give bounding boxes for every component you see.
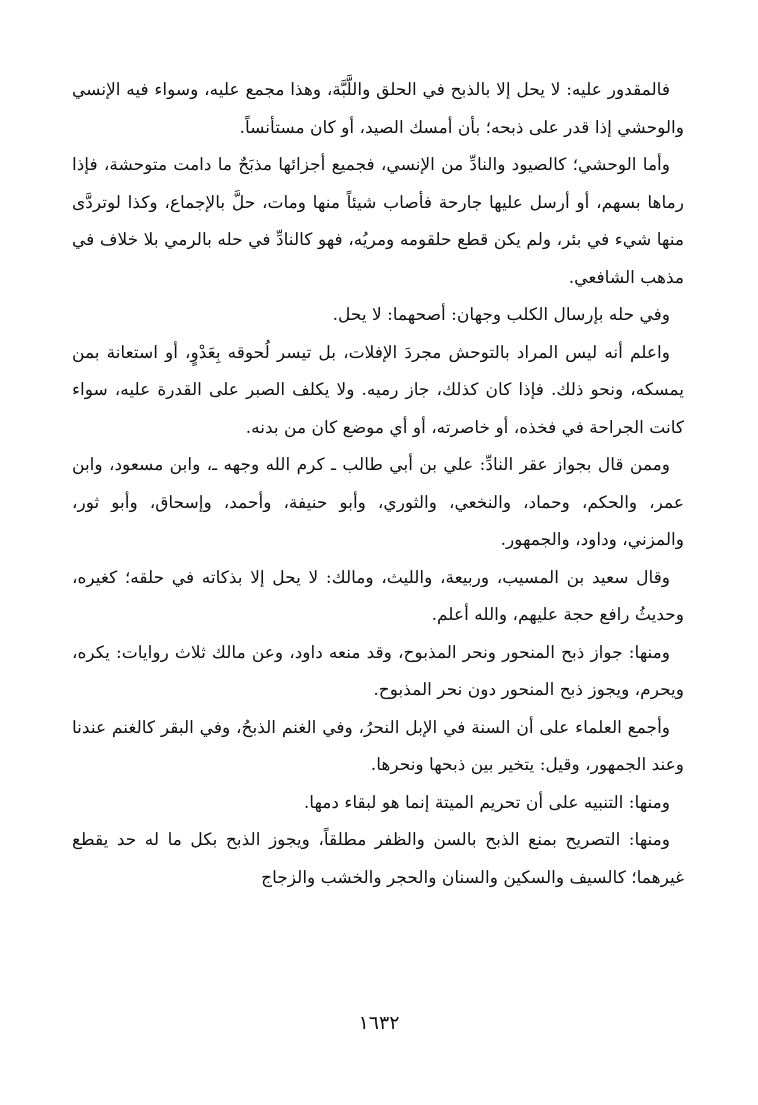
paragraph-5: وممن قال بجواز عقر النادِّ: علي بن أبي طالب ـ كرم الله وجهه ـ، وابن مسعود، وابن عمر، والحكم، وحماد، والنخعي، والثوري، وأبو حنيفة، وأحمد، وإسحاق، وأبو ثور، والمزني، وداود، والجمهور. (72, 455, 684, 550)
paragraph-7: ومنها: جواز ذبح المنحور ونحر المذبوح، وقد منعه داود، وعن مالك ثلاث روايات: يكره، ويحرم، ويجوز ذبح المنحور دون نحر المذبوح. (72, 642, 684, 700)
paragraph-10: ومنها: التصريح بمنع الذبح بالسن والظفر مطلقاً، ويجوز الذبح بكل ما له حد يقطع غيرهما؛ كالسيف والسكين والسنان والحجر والخشب والزجاج (72, 830, 684, 888)
paragraph-8: وأجمع العلماء على أن السنة في الإبل النحرُ، وفي الغنم الذبحُ، وفي البقر كالغنم عندنا وعند الجمهور، وقيل: يتخير بين ذبحها ونحرها. (72, 717, 684, 775)
paragraph-1: فالمقدور عليه: لا يحل إلا بالذبح في الحلق واللَّبَّة، وهذا مجمع عليه، وسواء فيه الإنسي والوحشي إذا قدر على ذبحه؛ بأن أمسك الصيد، أو كان مستأنساً. (72, 80, 684, 138)
paragraph-4: واعلم أنه ليس المراد بالتوحش مجردَ الإفلات، بل تيسر لُحوقه بِعَدْوٍ، أو استعانة بمن يمسكه، ونحو ذلك. فإذا كان كذلك، جاز رميه. ولا يكلف الصبر على القدرة عليه، سواء كانت الجراحة في فخذه، أو خاصرته، أو أي موضع كان من بدنه. (72, 342, 684, 438)
page-body (72, 72, 684, 897)
paragraph-3: وفي حله بإرسال الكلب وجهان: أصحهما: لا يحل. (332, 305, 670, 325)
paragraph-9: ومنها: التنبيه على أن تحريم الميتة إنما هو لبقاء دمها. (303, 792, 670, 813)
paragraph-6: وقال سعيد بن المسيب، وربيعة، والليث، ومالك: لا يحل إلا بذكاته في حلقه؛ كغيره، وحديثُ رافع حجة عليهم، والله أعلم. (72, 567, 684, 625)
paragraph-2: وأما الوحشي؛ كالصيود والنادِّ من الإنسي، فجميع أجزائها مذبَحٌ ما دامت متوحشة، فإذا رماها بسهم، أو أرسل عليها جارحة فأصاب شيئاً منها ومات، حلَّ بالإجماع، وكذا لوتردَّى منها شيء في بئر، ولم يكن قطع حلقومه ومريُه، فهو كالنادِّ في حله بالرمي بلا خلاف في مذهب الشافعي. (72, 155, 684, 288)
page-number: ١٦٣٢ (358, 1012, 400, 1034)
